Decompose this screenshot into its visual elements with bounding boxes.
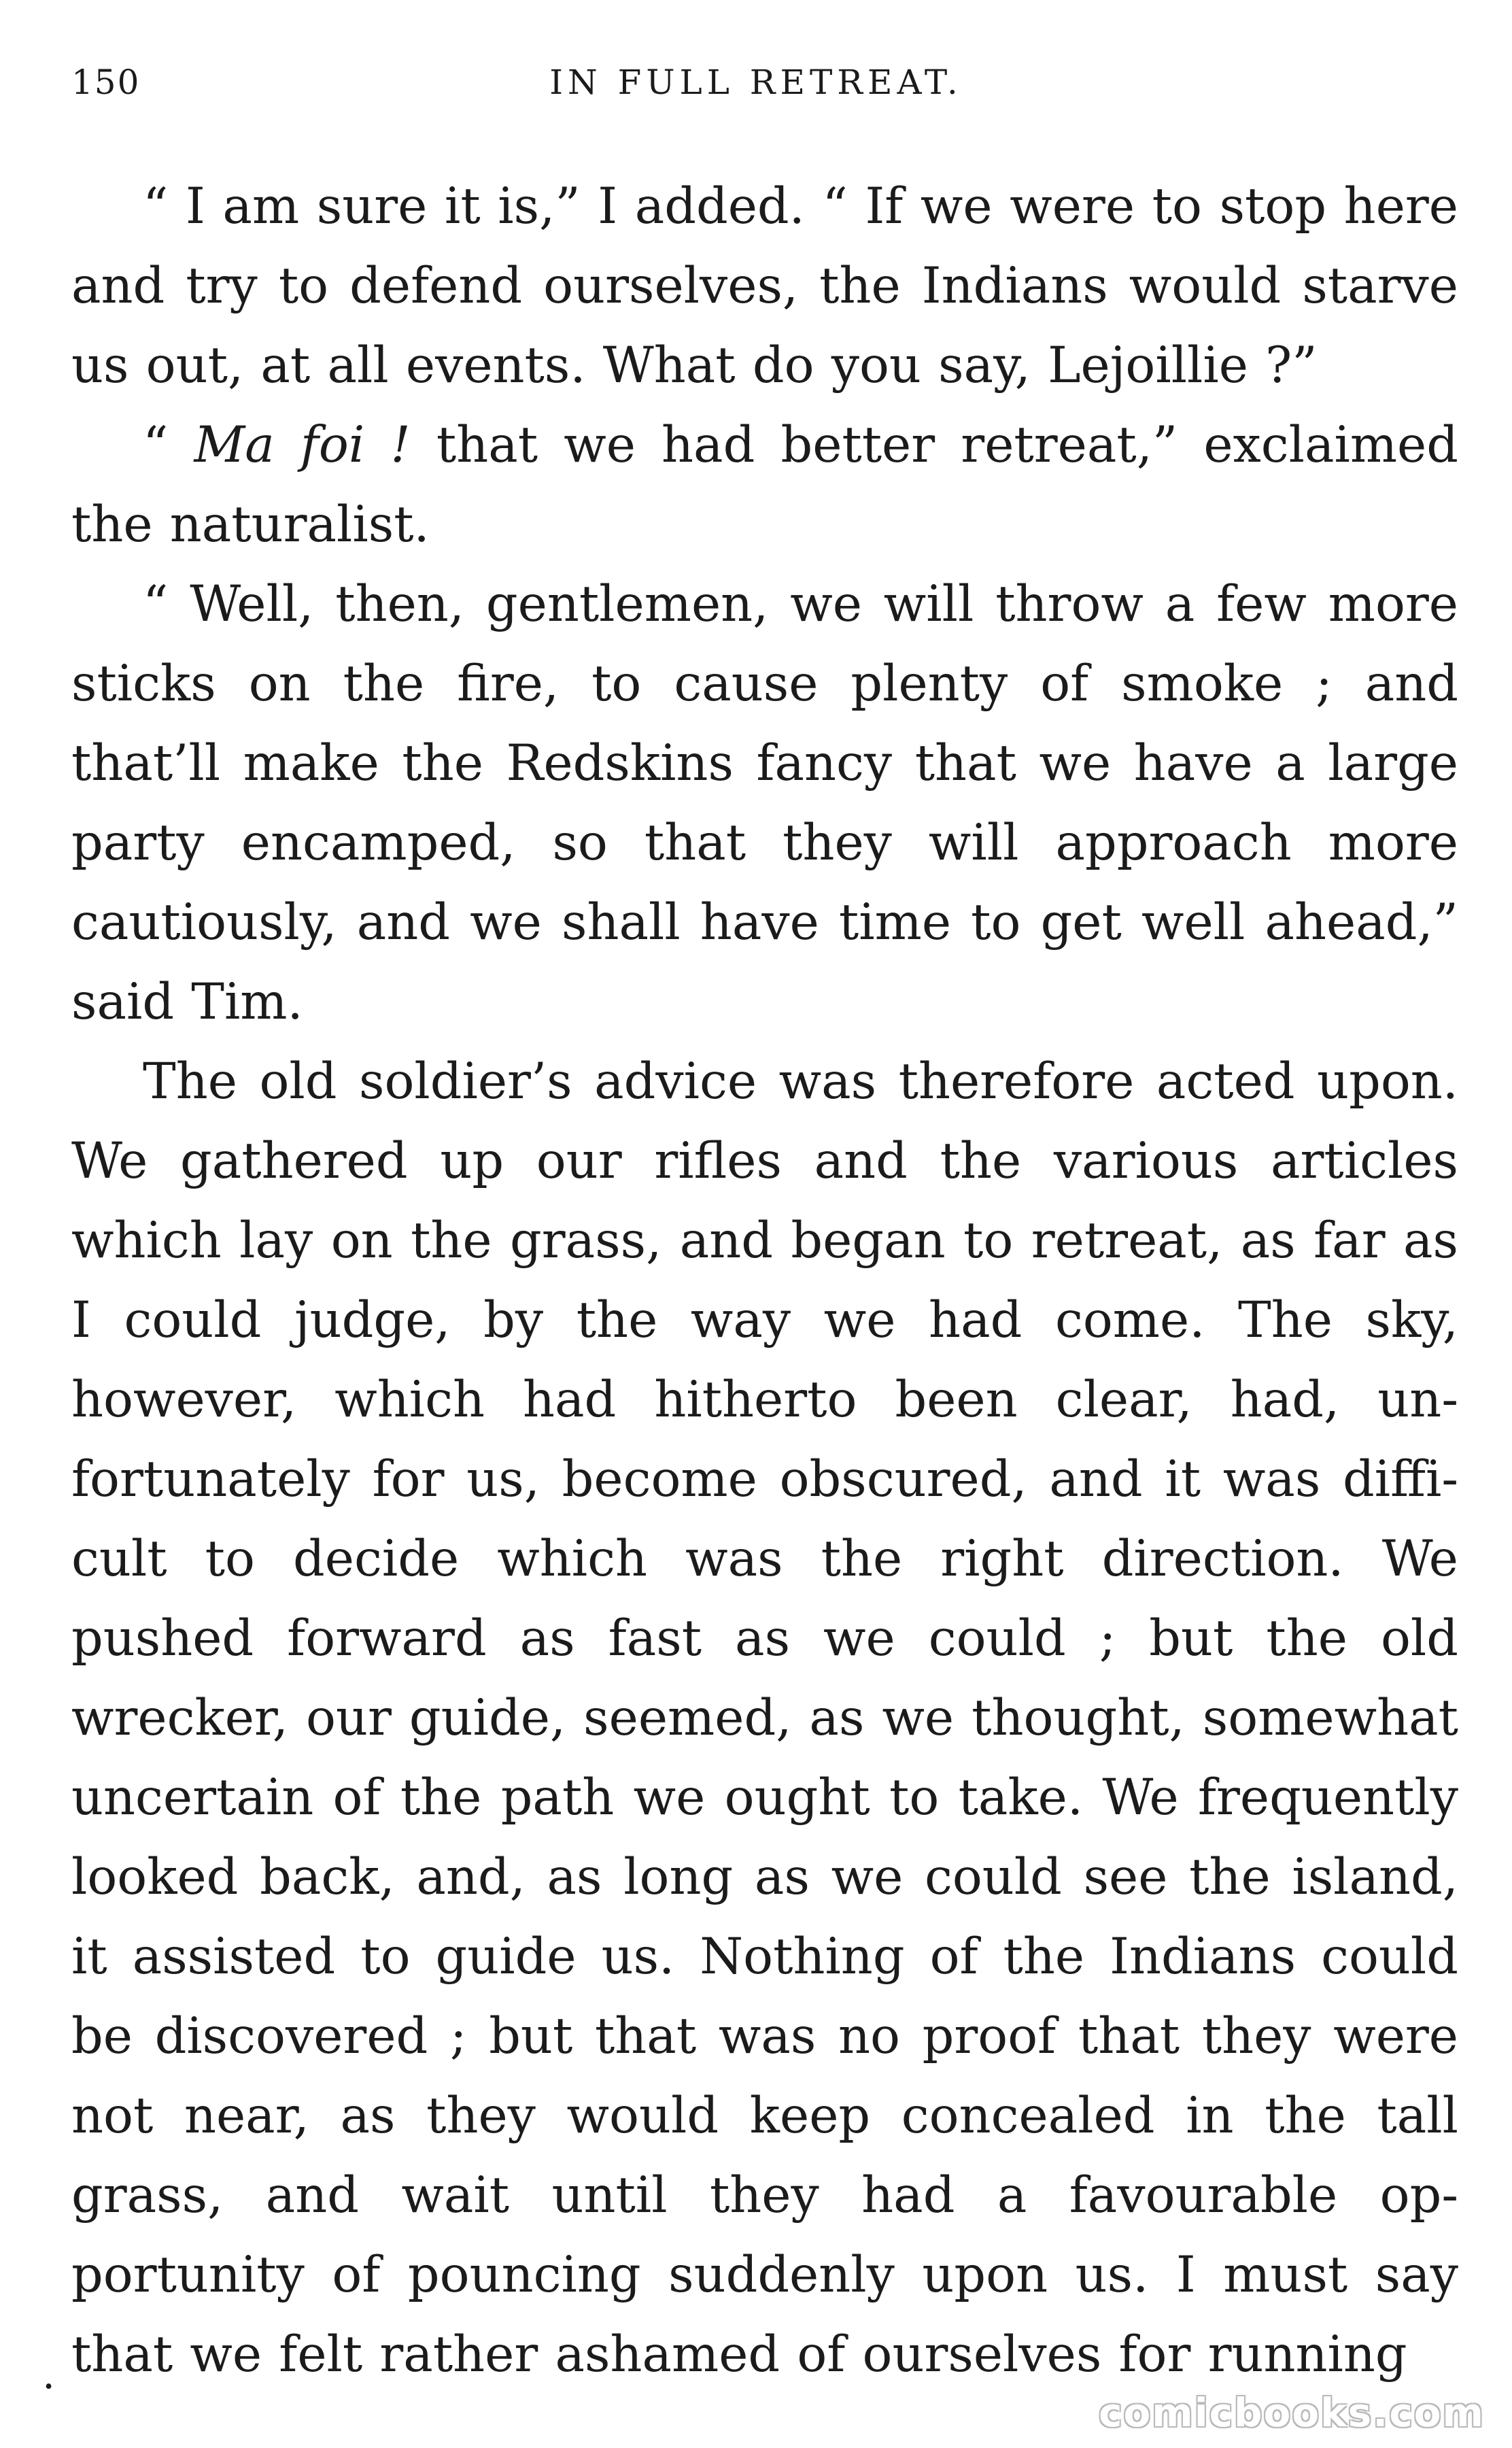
paragraph <box>71 405 1458 564</box>
margin-mark: . <box>42 2351 56 2398</box>
body-text <box>71 167 1458 2394</box>
paragraph <box>71 1042 1458 2394</box>
page-number: 150 <box>71 63 141 102</box>
paragraph-text: “ <box>143 416 194 474</box>
paragraph-text: The old soldier’s advice was therefore acted upon. We gathered up our rifles and the various articles which lay on the grass, and began to retreat, as far as I could judge, by the way we had come. The sky, however, which had hitherto been clear, had, unfortunately for us, become obscured, and it was difficult to decide which was the right direction. We pushed forward as fast as we could ; but the old wrecker, our guide, seemed, as we thought, somewhat uncertain of the path we ought to take. We frequently looked back, and, as long as we could see the island, it assisted to guide us. Nothing of the Indians could be discovered ; but that was no proof that they were not near, as they would keep concealed in the tall grass, and wait until they had a favourable opportunity of pouncing suddenly upon us. I must say that we felt rather ashamed of ourselves for running <box>71 1053 1458 2383</box>
watermark-logo: comicbooks.com <box>1099 2390 1485 2436</box>
paragraph-text: “ I am sure it is,” I added. “ If we were to stop here and try to defend ourselves, the Indians would starve us out, at all events. What do you say, Lejoillie ?” <box>71 177 1458 394</box>
paragraph-text: that we had better retreat,” exclaimed the naturalist. <box>71 416 1458 554</box>
running-title: IN FULL RETREAT. <box>549 63 963 102</box>
paragraph-text: “ Well, then, gentlemen, we will throw a few more sticks on the fire, to cause plenty of smoke ; and that’ll make the Redskins fancy that we have a large party encamped, so that they will approach more cautiously, and we shall have time to get well ahead,” said Tim. <box>71 575 1458 1031</box>
paragraph <box>71 564 1458 1042</box>
italic-phrase: Ma foi ! <box>194 416 411 474</box>
paragraph <box>71 167 1458 405</box>
running-head <box>71 63 1441 103</box>
